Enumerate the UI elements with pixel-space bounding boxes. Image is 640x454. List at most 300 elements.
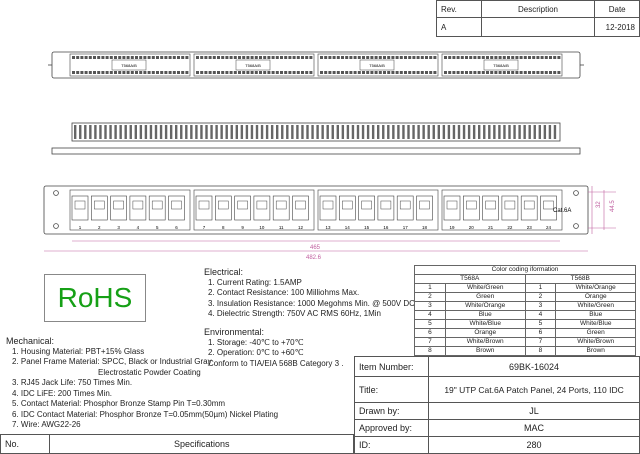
color-coding-rows bbox=[415, 284, 636, 356]
rj45-port bbox=[359, 196, 375, 220]
side-contact bbox=[286, 125, 288, 139]
side-contact bbox=[236, 125, 238, 139]
idc-contact bbox=[473, 56, 476, 59]
idc-contact bbox=[259, 56, 262, 59]
side-contact bbox=[357, 125, 359, 139]
idc-contact bbox=[557, 71, 560, 74]
side-contact bbox=[130, 125, 132, 139]
rj45-jack bbox=[257, 201, 267, 209]
idc-contact bbox=[225, 71, 228, 74]
idc-contact bbox=[545, 71, 548, 74]
idc-contact bbox=[478, 71, 481, 74]
mechanical-line: 5. Contact Material: Phosphor Bronze Stamp Pin T=0.30mm bbox=[12, 399, 226, 408]
idc-contact bbox=[425, 71, 428, 74]
idc-contact bbox=[354, 71, 357, 74]
idc-contact bbox=[396, 56, 399, 59]
electrical-line: 1. Current Rating: 1.5AMP bbox=[208, 277, 302, 287]
rj45-jack bbox=[466, 201, 476, 209]
idc-contact bbox=[337, 71, 340, 74]
idc-contact bbox=[263, 56, 266, 59]
port-number-row bbox=[79, 225, 552, 230]
rj45-port bbox=[483, 196, 499, 220]
side-contact bbox=[99, 125, 101, 139]
pin-number: 8 bbox=[525, 347, 556, 356]
side-contact bbox=[433, 125, 435, 139]
port-number: 13 bbox=[325, 225, 331, 230]
idc-contact bbox=[333, 71, 336, 74]
side-contact bbox=[311, 125, 313, 139]
rj45-jack bbox=[486, 201, 496, 209]
side-contact bbox=[220, 125, 222, 139]
rj45-port bbox=[149, 196, 165, 220]
side-contact bbox=[125, 125, 127, 139]
idc-contact bbox=[160, 56, 163, 59]
side-contact bbox=[473, 125, 475, 139]
rj45-jack bbox=[505, 201, 515, 209]
rj45-jack bbox=[296, 201, 306, 209]
idc-contact bbox=[412, 56, 415, 59]
color-coding-row bbox=[415, 293, 636, 302]
idc-contact bbox=[80, 71, 83, 74]
rj45-jack bbox=[323, 201, 333, 209]
idc-contact bbox=[143, 56, 146, 59]
side-contact bbox=[226, 125, 228, 139]
rj45-jack bbox=[342, 201, 352, 209]
idc-contact bbox=[114, 56, 117, 59]
idc-contact bbox=[272, 56, 275, 59]
idc-contact bbox=[234, 56, 237, 59]
idc-contact bbox=[131, 71, 134, 74]
idc-contact bbox=[169, 56, 172, 59]
idc-contact bbox=[185, 56, 188, 59]
port-number: 14 bbox=[344, 225, 350, 230]
rj45-port bbox=[235, 196, 251, 220]
wire-color: White/Green bbox=[556, 302, 636, 311]
idc-contact bbox=[366, 56, 369, 59]
idc-contact bbox=[499, 71, 502, 74]
patch-panel-drawing bbox=[0, 40, 640, 262]
idc-contact bbox=[482, 71, 485, 74]
side-contact bbox=[342, 125, 344, 139]
idc-contact bbox=[370, 56, 373, 59]
idc-contact bbox=[541, 71, 544, 74]
idc-contact bbox=[118, 56, 121, 59]
wire-color: White/Brown bbox=[445, 338, 525, 347]
id-label: ID: bbox=[355, 437, 429, 454]
idc-contact bbox=[375, 71, 378, 74]
idc-contact bbox=[255, 71, 258, 74]
idc-contact bbox=[536, 71, 539, 74]
wire-color: Orange bbox=[556, 293, 636, 302]
port-number: 21 bbox=[488, 225, 494, 230]
pin-number: 7 bbox=[525, 338, 556, 347]
idc-contact bbox=[143, 71, 146, 74]
color-coding-row bbox=[415, 311, 636, 320]
wire-color: White/Blue bbox=[556, 320, 636, 329]
idc-contact bbox=[301, 71, 304, 74]
idc-contact bbox=[507, 56, 510, 59]
rj45-jack bbox=[544, 201, 554, 209]
side-contact bbox=[402, 125, 404, 139]
idc-contact bbox=[379, 71, 382, 74]
side-contact bbox=[271, 125, 273, 139]
side-contact bbox=[79, 125, 81, 139]
wire-color: White/Brown bbox=[556, 338, 636, 347]
rj45-port bbox=[320, 196, 336, 220]
idc-contact bbox=[251, 56, 254, 59]
idc-contact bbox=[242, 56, 245, 59]
port-number: 2 bbox=[98, 225, 101, 230]
idc-contact bbox=[375, 56, 378, 59]
module-label: T568A/B bbox=[493, 63, 509, 68]
idc-contact bbox=[341, 56, 344, 59]
side-contact bbox=[170, 125, 172, 139]
rj45-port bbox=[378, 196, 394, 220]
idc-contact bbox=[89, 56, 92, 59]
idc-contact bbox=[76, 56, 79, 59]
idc-contact bbox=[499, 56, 502, 59]
side-contact bbox=[180, 125, 182, 139]
idc-contact bbox=[337, 56, 340, 59]
side-contact bbox=[135, 125, 137, 139]
color-coding-row bbox=[415, 329, 636, 338]
wire-color: Brown bbox=[445, 347, 525, 356]
t568a-header: T568A bbox=[415, 275, 526, 284]
side-contact bbox=[362, 125, 364, 139]
side-contact bbox=[301, 125, 303, 139]
idc-contact bbox=[177, 56, 180, 59]
idc-contact bbox=[383, 71, 386, 74]
idc-contact bbox=[97, 56, 100, 59]
idc-contact bbox=[267, 71, 270, 74]
t568b-header: T568B bbox=[525, 275, 636, 284]
item-number-label: Item Number: bbox=[355, 357, 429, 377]
idc-contact bbox=[541, 56, 544, 59]
revision-table bbox=[436, 0, 640, 37]
rev-header: Rev. bbox=[437, 1, 482, 18]
side-contact bbox=[160, 125, 162, 139]
idc-contact bbox=[549, 56, 552, 59]
title-block bbox=[354, 356, 640, 454]
rj45-jack bbox=[447, 201, 457, 209]
side-contact bbox=[195, 125, 197, 139]
idc-contact bbox=[524, 56, 527, 59]
side-contact bbox=[251, 125, 253, 139]
idc-contact bbox=[452, 71, 455, 74]
idc-contact bbox=[324, 71, 327, 74]
idc-contact bbox=[404, 56, 407, 59]
rj45-jack bbox=[524, 201, 534, 209]
rj45-jack bbox=[199, 201, 209, 209]
side-contact bbox=[165, 125, 167, 139]
side-contact bbox=[109, 125, 111, 139]
idc-contact bbox=[391, 71, 394, 74]
pin-number: 1 bbox=[525, 284, 556, 293]
idc-contact bbox=[242, 71, 245, 74]
side-contact bbox=[377, 125, 379, 139]
port-number: 17 bbox=[402, 225, 408, 230]
idc-contact bbox=[532, 56, 535, 59]
rj45-jack bbox=[238, 201, 248, 209]
side-contact bbox=[316, 125, 318, 139]
idc-contact bbox=[305, 71, 308, 74]
approved-by-label: Approved by: bbox=[355, 420, 429, 437]
idc-contact bbox=[89, 71, 92, 74]
idc-contact bbox=[200, 71, 203, 74]
side-contact bbox=[468, 125, 470, 139]
module-label: T568A/B bbox=[245, 63, 261, 68]
idc-contact bbox=[196, 56, 199, 59]
idc-contact bbox=[93, 56, 96, 59]
side-contact bbox=[397, 125, 399, 139]
wire-color: White/Blue bbox=[445, 320, 525, 329]
pin-number: 1 bbox=[415, 284, 446, 293]
idc-contact bbox=[486, 56, 489, 59]
idc-contact bbox=[536, 56, 539, 59]
front-view bbox=[44, 186, 588, 234]
idc-contact bbox=[429, 71, 432, 74]
idc-contact bbox=[511, 71, 514, 74]
idc-contact bbox=[200, 56, 203, 59]
environmental-line: Conform to TIA/EIA 568B Category 3 . bbox=[208, 358, 344, 368]
idc-contact bbox=[482, 56, 485, 59]
idc-contact bbox=[284, 56, 287, 59]
side-contact bbox=[94, 125, 96, 139]
idc-contact bbox=[417, 56, 420, 59]
idc-contact bbox=[400, 56, 403, 59]
side-contact bbox=[372, 125, 374, 139]
side-contact bbox=[84, 125, 86, 139]
idc-contact bbox=[465, 56, 468, 59]
idc-contact bbox=[156, 56, 159, 59]
specifications-bar bbox=[0, 434, 354, 454]
idc-contact bbox=[122, 71, 125, 74]
idc-contact bbox=[204, 56, 207, 59]
idc-contact bbox=[131, 56, 134, 59]
idc-contact bbox=[259, 71, 262, 74]
rj45-port bbox=[502, 196, 518, 220]
side-contact bbox=[210, 125, 212, 139]
drawing-svg bbox=[0, 40, 640, 262]
wire-color: White/Green bbox=[445, 284, 525, 293]
idc-contact bbox=[396, 71, 399, 74]
side-contact bbox=[150, 125, 152, 139]
port-number: 9 bbox=[241, 225, 244, 230]
wire-color: Green bbox=[556, 329, 636, 338]
rj45-port bbox=[463, 196, 479, 220]
idc-contact bbox=[429, 56, 432, 59]
idc-contact bbox=[118, 71, 121, 74]
side-contact bbox=[114, 125, 116, 139]
idc-contact bbox=[152, 71, 155, 74]
side-contact bbox=[306, 125, 308, 139]
rj45-port bbox=[91, 196, 107, 220]
mechanical-heading: Mechanical: bbox=[6, 336, 55, 346]
drawn-by-value: JL bbox=[429, 403, 640, 420]
side-contact bbox=[291, 125, 293, 139]
idc-contact bbox=[387, 71, 390, 74]
color-coding-row bbox=[415, 284, 636, 293]
idc-contact bbox=[288, 71, 291, 74]
id-value: 280 bbox=[429, 437, 640, 454]
environmental-heading: Environmental: bbox=[204, 327, 265, 337]
idc-contact bbox=[421, 56, 424, 59]
side-contact bbox=[256, 125, 258, 139]
wire-color: Orange bbox=[445, 329, 525, 338]
rj45-jack bbox=[114, 201, 124, 209]
electrical-line: 4. Dielectric Strength: 750V AC RMS 60Hz, 1Min bbox=[208, 309, 381, 318]
mechanical-line: 6. IDC Contact Material: Phosphor Bronze T=0.05mm(50µm) Nickel Plating bbox=[12, 409, 279, 419]
side-contact bbox=[74, 125, 76, 139]
idc-contact bbox=[160, 71, 163, 74]
rj45-port bbox=[417, 196, 433, 220]
idc-contact bbox=[148, 71, 151, 74]
rj45-jack bbox=[172, 201, 182, 209]
dimension-height-outer: 44.5 bbox=[610, 200, 616, 212]
idc-contact bbox=[461, 71, 464, 74]
idc-contact bbox=[246, 56, 249, 59]
rj45-port bbox=[397, 196, 413, 220]
idc-contact bbox=[230, 71, 233, 74]
rj45-port bbox=[72, 196, 88, 220]
idc-contact bbox=[345, 71, 348, 74]
port-number: 5 bbox=[155, 225, 159, 230]
idc-contact bbox=[93, 71, 96, 74]
idc-contact bbox=[263, 71, 266, 74]
mechanical-line: 1. Housing Material: PBT+15% Glass bbox=[12, 346, 145, 356]
side-contact bbox=[529, 125, 531, 139]
idc-contact bbox=[358, 56, 361, 59]
specifications-label: Specifications bbox=[50, 435, 354, 454]
idc-contact bbox=[473, 71, 476, 74]
side-contact bbox=[508, 125, 510, 139]
idc-contact bbox=[524, 71, 527, 74]
port-number: 16 bbox=[383, 225, 389, 230]
side-contact bbox=[534, 125, 536, 139]
idc-contact bbox=[72, 71, 75, 74]
side-contact bbox=[417, 125, 419, 139]
mechanical-line: 2. Panel Frame Material: SPCC, Black or Industrial Gray bbox=[12, 357, 212, 366]
idc-contact bbox=[309, 71, 312, 74]
side-contact bbox=[513, 125, 515, 139]
idc-contact bbox=[221, 71, 224, 74]
idc-contact bbox=[213, 71, 216, 74]
port-number: 20 bbox=[468, 225, 474, 230]
side-contact bbox=[119, 125, 121, 139]
description-header: Description bbox=[481, 1, 595, 18]
rj45-port bbox=[196, 196, 212, 220]
side-contact bbox=[140, 125, 142, 139]
idc-contact bbox=[225, 56, 228, 59]
date-value: 12-2018 bbox=[595, 18, 640, 37]
idc-contact bbox=[421, 71, 424, 74]
environmental-line: 1. Storage: -40℃ to +70℃ bbox=[208, 337, 304, 347]
date-header: Date bbox=[595, 1, 640, 18]
idc-contact bbox=[461, 56, 464, 59]
idc-contact bbox=[328, 71, 331, 74]
idc-contact bbox=[511, 56, 514, 59]
idc-contact bbox=[276, 56, 279, 59]
color-coding-row bbox=[415, 320, 636, 329]
idc-contact bbox=[80, 56, 83, 59]
idc-contact bbox=[173, 56, 176, 59]
side-contact bbox=[554, 125, 556, 139]
idc-contact bbox=[135, 71, 138, 74]
wire-color: Blue bbox=[445, 311, 525, 320]
idc-contact bbox=[486, 71, 489, 74]
idc-contact bbox=[358, 71, 361, 74]
port-number: 6 bbox=[175, 225, 178, 230]
idc-contact bbox=[267, 56, 270, 59]
idc-contact bbox=[320, 56, 323, 59]
rj45-port bbox=[521, 196, 537, 220]
idc-contact bbox=[114, 71, 117, 74]
idc-contact bbox=[448, 71, 451, 74]
idc-contact bbox=[362, 71, 365, 74]
rj45-jack bbox=[218, 201, 228, 209]
idc-contact bbox=[553, 56, 556, 59]
environmental-line: 2. Operation: 0℃ to +60℃ bbox=[208, 348, 304, 357]
electrical-heading: Electrical: bbox=[204, 267, 244, 277]
electrical-section bbox=[204, 267, 415, 320]
pin-number: 7 bbox=[415, 338, 446, 347]
idc-contact bbox=[333, 56, 336, 59]
idc-contact bbox=[328, 56, 331, 59]
idc-contact bbox=[272, 71, 275, 74]
idc-contact bbox=[490, 56, 493, 59]
idc-contact bbox=[349, 71, 352, 74]
mechanical-line: 7. Wire: AWG22-26 bbox=[12, 420, 81, 429]
idc-contact bbox=[404, 71, 407, 74]
side-contact bbox=[448, 125, 450, 139]
idc-contact bbox=[553, 71, 556, 74]
drawn-by-label: Drawn by: bbox=[355, 403, 429, 420]
rj45-port bbox=[130, 196, 146, 220]
idc-contact bbox=[309, 56, 312, 59]
no-label: No. bbox=[1, 435, 50, 454]
side-contact bbox=[241, 125, 243, 139]
pin-number: 3 bbox=[525, 302, 556, 311]
port-number: 3 bbox=[117, 225, 120, 230]
side-contact bbox=[438, 125, 440, 139]
idc-contact bbox=[305, 56, 308, 59]
idc-contact bbox=[507, 71, 510, 74]
pin-number: 6 bbox=[415, 329, 446, 338]
idc-contact bbox=[345, 56, 348, 59]
idc-contact bbox=[515, 71, 518, 74]
idc-contact bbox=[515, 56, 518, 59]
side-contact bbox=[493, 125, 495, 139]
side-contact bbox=[498, 125, 500, 139]
rohs-mark: RoHS bbox=[44, 274, 146, 322]
idc-contact bbox=[284, 71, 287, 74]
idc-contact bbox=[156, 71, 159, 74]
module-label: T568A/B bbox=[369, 63, 385, 68]
side-contact bbox=[503, 125, 505, 139]
color-coding-row bbox=[415, 347, 636, 356]
idc-contact bbox=[234, 71, 237, 74]
idc-contact bbox=[85, 71, 88, 74]
idc-contact bbox=[528, 56, 531, 59]
idc-contact bbox=[181, 56, 184, 59]
side-contact bbox=[387, 125, 389, 139]
side-contact bbox=[443, 125, 445, 139]
port-number: 7 bbox=[202, 225, 206, 230]
idc-contact bbox=[320, 71, 323, 74]
side-contact bbox=[352, 125, 354, 139]
rear-modules bbox=[70, 54, 562, 76]
color-coding-title: Color coding iformation bbox=[415, 266, 636, 275]
